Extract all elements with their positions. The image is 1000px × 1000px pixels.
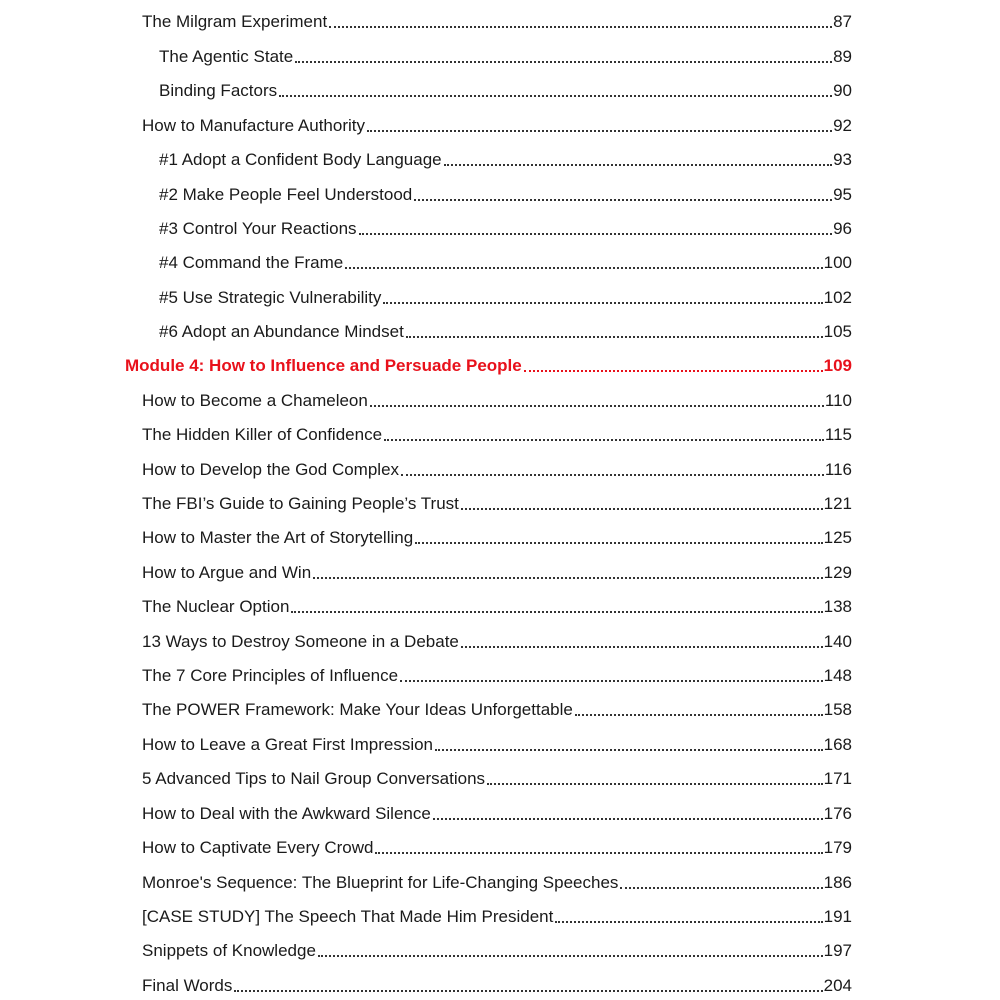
dot-leader <box>359 233 833 235</box>
toc-entry-page: 116 <box>824 460 852 479</box>
toc-entry-title: How to Captivate Every Crowd <box>142 838 374 857</box>
dot-leader <box>295 61 832 63</box>
dot-leader <box>384 439 824 441</box>
toc-entry-page: 100 <box>823 253 852 272</box>
toc-entry-page: 168 <box>823 735 852 754</box>
toc-entry-title: Snippets of Knowledge <box>142 941 316 960</box>
toc-entry-page: 87 <box>833 12 852 31</box>
dot-leader <box>414 199 832 201</box>
toc-entry-page: 96 <box>833 219 852 238</box>
toc-entry-feel-understood[interactable] <box>159 179 852 205</box>
toc-entry-page: 197 <box>823 941 852 960</box>
toc-entry-awkward-silence[interactable] <box>142 798 852 824</box>
toc-entry-title: Binding Factors <box>159 81 278 100</box>
toc-entry-page: 121 <box>823 494 852 513</box>
dot-leader <box>367 130 832 132</box>
toc-entry-title: The Milgram Experiment <box>142 12 328 31</box>
dot-leader <box>370 405 824 407</box>
toc-entry-binding-factors[interactable] <box>159 75 852 101</box>
toc-entry-title: How to Deal with the Awkward Silence <box>142 804 431 823</box>
toc-module-heading[interactable] <box>125 350 852 376</box>
toc-entry-title: Final Words <box>142 976 233 995</box>
dot-leader <box>406 336 823 338</box>
toc-entry-page: 138 <box>823 597 852 616</box>
dot-leader <box>433 818 823 820</box>
toc-entry-core-principles[interactable] <box>142 660 852 686</box>
toc-entry-strategic-vulnerability[interactable] <box>159 282 852 308</box>
toc-entry-title: How to Master the Art of Storytelling <box>142 528 414 547</box>
dot-leader <box>318 955 823 957</box>
toc-entry-page: 93 <box>833 150 852 169</box>
toc-entry-fbi-guide[interactable] <box>142 488 852 514</box>
toc-entry-page: 140 <box>823 632 852 651</box>
dot-leader <box>375 852 822 854</box>
dot-leader <box>620 887 822 889</box>
toc-entry-god-complex[interactable] <box>142 454 852 480</box>
toc-entry-captivate-crowd[interactable] <box>142 832 852 858</box>
toc-entry-title: Monroe's Sequence: The Blueprint for Life-Changing Speeches <box>142 873 619 892</box>
dot-leader <box>234 990 822 992</box>
toc-entry-final-words[interactable] <box>142 970 852 996</box>
dot-leader <box>461 508 823 510</box>
toc-entry-page: 158 <box>823 700 852 719</box>
toc-entry-page: 115 <box>824 425 852 444</box>
toc-entry-argue-and-win[interactable] <box>142 557 852 583</box>
toc-entry-page: 105 <box>823 322 852 341</box>
toc-entry-title: How to Become a Chameleon <box>142 391 368 410</box>
dot-leader <box>435 749 823 751</box>
toc-entry-page: 176 <box>823 804 852 823</box>
toc-entry-title: How to Leave a Great First Impression <box>142 735 434 754</box>
dot-leader <box>524 370 823 372</box>
toc-entry-title: #4 Command the Frame <box>159 253 344 272</box>
toc-entry-command-frame[interactable] <box>159 247 852 273</box>
dot-leader <box>555 921 822 923</box>
toc-entry-title: #3 Control Your Reactions <box>159 219 357 238</box>
toc-entry-control-reactions[interactable] <box>159 213 852 239</box>
toc-entry-page: 90 <box>833 81 852 100</box>
toc-entry-page: 129 <box>823 563 852 582</box>
toc-entry-page: 179 <box>823 838 852 857</box>
dot-leader <box>487 783 823 785</box>
toc-entry-page: 125 <box>823 528 852 547</box>
toc-entry-title: How to Argue and Win <box>142 563 312 582</box>
toc-entry-manufacture-authority[interactable] <box>142 110 852 136</box>
toc-entry-title: How to Manufacture Authority <box>142 116 366 135</box>
toc-entry-page: 92 <box>833 116 852 135</box>
dot-leader <box>400 680 823 682</box>
toc-entry-confident-body-language[interactable] <box>159 144 852 170</box>
toc-entry-milgram-experiment[interactable] <box>142 6 852 32</box>
toc-entry-become-chameleon[interactable] <box>142 385 852 411</box>
toc-entry-destroy-debate[interactable] <box>142 626 852 652</box>
toc-entry-title: [CASE STUDY] The Speech That Made Him President <box>142 907 554 926</box>
toc-entry-page: 186 <box>823 873 852 892</box>
toc-entry-page: 204 <box>823 976 852 995</box>
toc-entry-page: 95 <box>833 185 852 204</box>
toc-entry-case-study[interactable] <box>142 901 852 927</box>
dot-leader <box>383 302 822 304</box>
toc-entry-title: #6 Adopt an Abundance Mindset <box>159 322 404 341</box>
toc-entry-agentic-state[interactable] <box>159 41 852 67</box>
toc-entry-title: The FBI’s Guide to Gaining People’s Trust <box>142 494 459 513</box>
toc-entry-monroes-sequence[interactable] <box>142 867 852 893</box>
dot-leader <box>329 26 832 28</box>
toc-entry-page: 191 <box>823 907 852 926</box>
toc-entry-snippets-knowledge[interactable] <box>142 935 852 961</box>
toc-entry-abundance-mindset[interactable] <box>159 316 852 342</box>
toc-entry-title: How to Develop the God Complex <box>142 460 400 479</box>
toc-entry-title: The 7 Core Principles of Influence <box>142 666 399 685</box>
toc-entry-title: The Agentic State <box>159 47 294 66</box>
toc-entry-title: #5 Use Strategic Vulnerability <box>159 288 382 307</box>
dot-leader <box>345 267 822 269</box>
toc-entry-title: The Hidden Killer of Confidence <box>142 425 383 444</box>
toc-entry-page: 110 <box>824 391 852 410</box>
toc-entry-title: The Nuclear Option <box>142 597 290 616</box>
toc-entry-title: The POWER Framework: Make Your Ideas Unforgettable <box>142 700 573 719</box>
dot-leader <box>575 714 823 716</box>
toc-entry-page: 171 <box>823 769 852 788</box>
toc-entry-page: 148 <box>823 666 852 685</box>
dot-leader <box>279 95 832 97</box>
toc-entry-page: 102 <box>823 288 852 307</box>
toc-entry-storytelling[interactable] <box>142 522 852 548</box>
dot-leader <box>291 611 822 613</box>
toc-entry-first-impression[interactable] <box>142 729 852 755</box>
toc-entry-page: 109 <box>823 356 852 375</box>
dot-leader <box>444 164 832 166</box>
toc-entry-title: 5 Advanced Tips to Nail Group Conversations <box>142 769 486 788</box>
toc-entry-hidden-killer[interactable] <box>142 419 852 445</box>
toc-entry-title: #1 Adopt a Confident Body Language <box>159 150 442 169</box>
toc-entry-page: 89 <box>833 47 852 66</box>
toc-entry-power-framework[interactable] <box>142 694 852 720</box>
toc-entry-group-conversations[interactable] <box>142 763 852 789</box>
toc-entry-title: 13 Ways to Destroy Someone in a Debate <box>142 632 459 651</box>
dot-leader <box>415 542 822 544</box>
toc-entry-title: Module 4: How to Influence and Persuade People <box>125 356 522 375</box>
dot-leader <box>401 474 824 476</box>
toc-entry-title: #2 Make People Feel Understood <box>159 185 413 204</box>
dot-leader <box>313 577 822 579</box>
toc-entry-nuclear-option[interactable] <box>142 591 852 617</box>
dot-leader <box>461 646 823 648</box>
